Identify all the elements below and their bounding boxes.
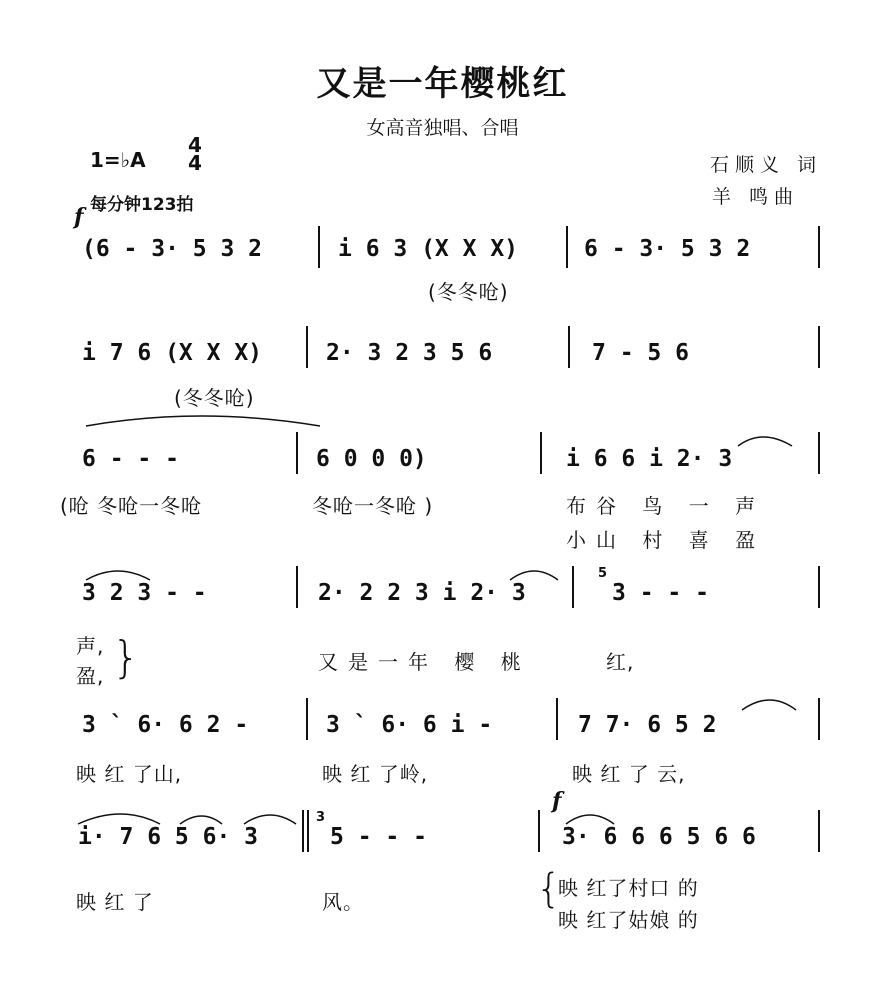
- measure-4-notes: i 7 6 (X X X): [82, 340, 263, 366]
- lyric-verse-2: 盈,: [76, 664, 105, 688]
- tempo-marking: 每分钟123拍: [90, 195, 194, 215]
- lyric-line: 红,: [606, 650, 635, 674]
- measure-17-notes: 5 - - -: [330, 824, 427, 850]
- grace-note: 5: [598, 566, 608, 581]
- lyricist-credit: 石顺义 词: [710, 154, 823, 176]
- slur: [742, 700, 796, 710]
- dynamic-forte: f: [74, 204, 84, 230]
- lyric-line: 映 红 了 云,: [572, 762, 686, 786]
- slur: [566, 815, 614, 824]
- verse-brace: }: [112, 632, 140, 683]
- lyric-verse-1: 声,: [76, 634, 105, 658]
- measure-13-notes: 3 ` 6· 6 2 -: [82, 712, 249, 738]
- measure-5-notes: 2· 3 2 3 5 6: [326, 340, 493, 366]
- measure-11-notes: 2· 2 2 3 i 2· 3: [318, 580, 526, 606]
- composer-credit: 羊 鸣曲: [712, 186, 800, 208]
- key-signature: 1=♭A: [90, 148, 146, 172]
- lyric-line: 冬呛一冬呛 ): [312, 494, 434, 518]
- lyric-line: (冬冬呛): [428, 280, 509, 304]
- measure-3-notes: 6 - 3· 5 3 2: [584, 236, 751, 262]
- lyric-line: (冬冬呛): [174, 386, 255, 410]
- measure-2-notes: i 6 3 (X X X): [338, 236, 519, 262]
- slur: [78, 814, 160, 824]
- lyric-line: 风。: [322, 890, 364, 914]
- lyric-verse-1: 布谷 鸟 一 声: [566, 494, 766, 518]
- lyric-verse-2: 小山 村 喜 盈: [566, 528, 766, 552]
- slur: [180, 816, 222, 824]
- lyric-line: 又是一年 樱 桃: [318, 650, 531, 674]
- measure-14-notes: 3 ` 6· 6 i -: [326, 712, 493, 738]
- song-title: 又是一年樱桃红: [316, 64, 569, 104]
- song-subtitle: 女高音独唱、合唱: [366, 117, 519, 139]
- time-bottom: 4: [188, 151, 202, 175]
- lyric-line: 映 红 了岭,: [322, 762, 429, 786]
- measure-6-notes: 7 - 5 6: [592, 340, 689, 366]
- time-top: 4: [188, 133, 202, 157]
- measure-16-notes: i· 7 6 5 6· 3: [78, 824, 259, 850]
- lyric-line: 映 红 了: [76, 890, 154, 914]
- grace-note: 3: [316, 810, 326, 825]
- slur: [738, 437, 792, 446]
- phrase-slur: [86, 416, 320, 426]
- lyric-verse-1: 映 红了村口 的: [558, 876, 699, 900]
- measure-15-notes: 7 7· 6 5 2: [578, 712, 717, 738]
- lyric-verse-2: 映 红了姑娘 的: [558, 908, 699, 932]
- measure-9-notes: i 6 6 i 2· 3: [566, 446, 733, 472]
- lyric-line: (呛 冬呛一冬呛: [60, 494, 203, 518]
- measure-1-notes: (6 - 3· 5 3 2: [82, 236, 263, 262]
- measure-7-notes: 6 - - -: [82, 446, 179, 472]
- slur: [510, 571, 558, 580]
- slur: [86, 571, 150, 580]
- measure-18-notes: 3· 6 6 6 5 6 6: [562, 824, 756, 850]
- dynamic-forte: f: [552, 788, 562, 814]
- verse-brace: {: [536, 866, 562, 912]
- measure-10-notes: 3 2 3 - -: [82, 580, 207, 606]
- measure-12-notes: 3 - - -: [612, 580, 709, 606]
- measure-8-notes: 6 0 0 0): [316, 446, 427, 472]
- lyric-line: 映 红 了山,: [76, 762, 183, 786]
- slur: [244, 815, 296, 824]
